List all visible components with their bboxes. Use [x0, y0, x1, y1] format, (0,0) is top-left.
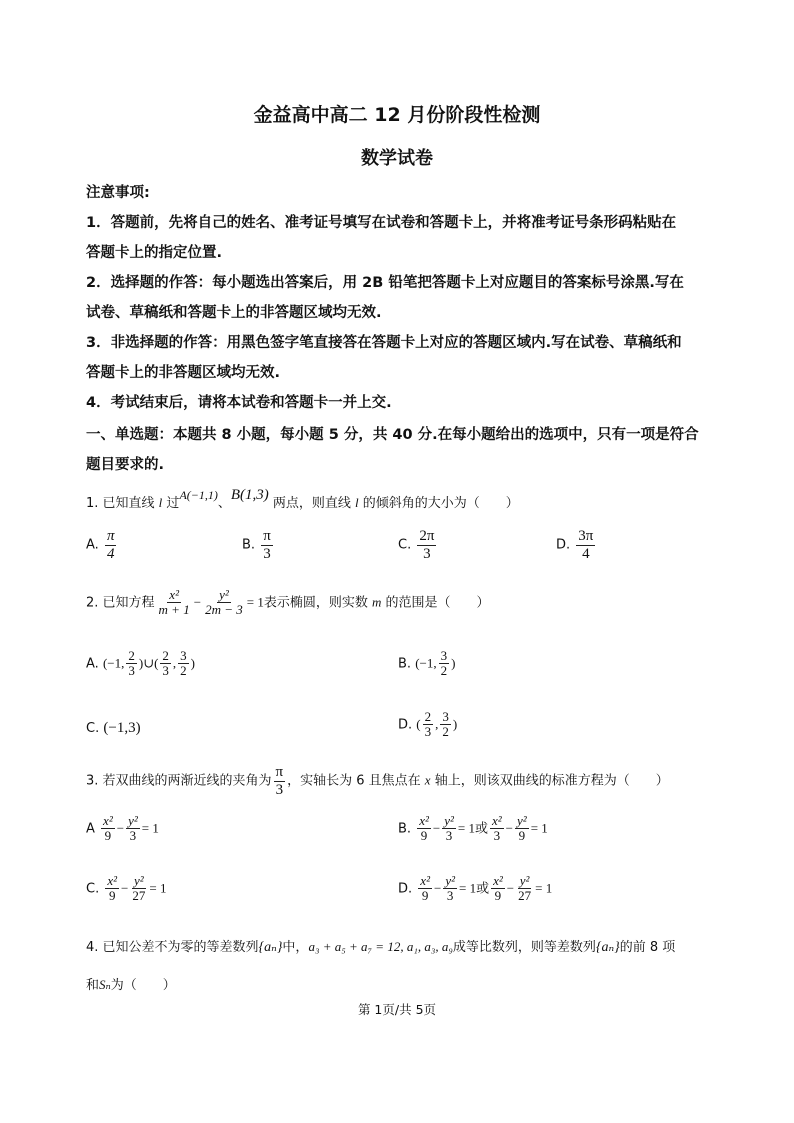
frac-den: 3: [129, 828, 137, 844]
frac-num: y²: [519, 873, 530, 888]
frac-num: π: [106, 528, 115, 544]
note-2b: 试卷、草稿纸和答题卡上的非答题区域均无效.: [86, 305, 382, 321]
frac-num: x²: [103, 813, 113, 828]
frac-den: 3: [263, 545, 271, 562]
frac-num: 3π: [578, 528, 594, 544]
minus: −: [193, 594, 202, 610]
union: )∪(: [138, 655, 159, 671]
exam-subtitle: 数学试卷: [361, 148, 433, 169]
fraction: [443, 874, 457, 904]
q4-text-line2-end: 为（ ）: [110, 978, 176, 993]
q4-sequence: {aₙ}: [258, 940, 283, 955]
fraction: [203, 588, 245, 618]
option-label: D.: [398, 881, 413, 897]
question-4-cont: [86, 974, 176, 993]
fraction: [418, 874, 432, 904]
fraction: [491, 874, 505, 904]
frac-den: 9: [420, 828, 428, 844]
option-label: D.: [398, 717, 413, 733]
frac-num: x²: [169, 587, 179, 602]
q2-option-b[interactable]: [398, 649, 455, 679]
page-footer: 第 1页/共 5页: [357, 1002, 437, 1017]
interval-open: (−1,: [102, 655, 125, 671]
or-text: 或: [474, 821, 488, 837]
comma: ,: [435, 716, 439, 732]
fraction: [105, 874, 119, 904]
question-1: [86, 487, 519, 512]
interval: (−1,3): [103, 720, 141, 736]
frac-num: y²: [134, 873, 144, 888]
fraction: [274, 764, 286, 798]
q2-text-end: 的范围是（ ）: [381, 595, 490, 611]
note-1a: 1．答题前，先将自己的姓名、准考证号填写在试卷和答题卡上，并将准考证号条形码粘贴在: [86, 215, 677, 231]
q1-l: l: [158, 495, 163, 510]
fraction: [490, 814, 504, 844]
frac-den: 4: [106, 545, 115, 562]
q3-x: x: [424, 772, 431, 788]
frac-den: 3: [162, 663, 169, 679]
q4-text: 4. 已知公差不为零的等差数列: [86, 940, 259, 955]
frac-den: 9: [104, 828, 112, 844]
fraction: [157, 588, 192, 618]
q4-text-mid2: 成等比数列，则等差数列: [452, 940, 596, 955]
frac-den: 9: [108, 888, 116, 904]
note-1b: 答题卡上的指定位置.: [86, 245, 223, 261]
question-4: [86, 936, 675, 956]
frac-num: x²: [493, 873, 503, 888]
frac-num: y²: [517, 813, 527, 828]
frac-num: x²: [492, 813, 502, 828]
interval-close: ): [190, 655, 196, 671]
section-1-heading-cont: 题目要求的.: [86, 457, 165, 473]
frac-num: y²: [445, 873, 455, 888]
interval-close: ): [451, 655, 456, 671]
fraction: [442, 814, 456, 844]
frac-den: 3: [275, 781, 284, 798]
equals: = 1: [458, 880, 477, 896]
q2-option-d[interactable]: [398, 710, 457, 740]
frac-den: 2: [180, 663, 187, 679]
question-2: [86, 588, 490, 618]
q3-text: 3. 若双曲线的两渐近线的夹角为: [86, 773, 272, 789]
minus: −: [116, 820, 125, 836]
interval-open: (: [416, 716, 421, 732]
fraction: [423, 710, 434, 740]
q2-option-a[interactable]: [86, 649, 195, 679]
fraction: [439, 649, 450, 679]
note-3a: 3．非选择题的作答：用黑色签字笔直接答在答题卡上对应的答题区域内.写在试卷、草稿纸和: [86, 335, 682, 351]
frac-den: 2: [440, 663, 448, 679]
frac-num: y²: [444, 813, 454, 828]
q4-text-line2: 和: [86, 978, 100, 993]
fraction: [417, 814, 431, 844]
interval-close: ): [452, 716, 458, 732]
minus: −: [121, 880, 129, 896]
option-label: A: [86, 821, 95, 837]
option-label: D.: [556, 537, 571, 553]
frac-den: m + 1: [158, 602, 190, 618]
option-label: C.: [86, 881, 100, 897]
note-2a: 2．选择题的作答：每小题选出答案后，用 2B 铅笔把答题卡上对应题目的答案标号涂黑.写在: [86, 275, 684, 291]
comma: ,: [172, 655, 177, 671]
q1-text-post: 两点，则直线: [268, 496, 356, 511]
frac-num: x²: [420, 873, 430, 888]
q3-option-a[interactable]: [86, 814, 159, 844]
q1-point-a: A(−1,1): [179, 488, 218, 502]
frac-den: 2: [442, 724, 449, 740]
q3-option-d[interactable]: [398, 874, 552, 904]
q4-expression: a₃ + a₅ + a₇ = 12, a₁, a₃, a₉: [308, 939, 453, 954]
frac-den: 9: [421, 888, 429, 904]
frac-num: 3: [440, 648, 448, 663]
frac-num: 2π: [419, 528, 435, 544]
fraction: [515, 814, 529, 844]
frac-num: 2: [162, 648, 169, 663]
q1-option-a[interactable]: [86, 528, 118, 562]
frac-den: 3: [445, 828, 453, 844]
fraction: [178, 649, 189, 679]
q2-m: m: [371, 594, 382, 610]
fraction: [105, 528, 117, 562]
frac-num: y²: [219, 587, 229, 602]
frac-den: 9: [494, 888, 502, 904]
equals: = 1: [246, 594, 264, 610]
frac-den: 4: [582, 545, 590, 562]
frac-den: 3: [128, 663, 135, 679]
q1-point-b: B(1,3): [230, 487, 269, 503]
q2-text-post: 表示椭圆，则实数: [263, 595, 372, 611]
q1-option-b[interactable]: [242, 528, 275, 562]
fraction: [440, 710, 451, 740]
frac-den: 3: [446, 888, 454, 904]
frac-num: x²: [107, 873, 118, 888]
notes-heading: 注意事项:: [86, 185, 150, 201]
option-label: C.: [398, 537, 412, 553]
frac-num: 3: [180, 648, 187, 663]
q1-text-mid: 过: [162, 496, 180, 511]
fraction: [101, 814, 115, 844]
equals: = 1: [535, 880, 553, 896]
fraction: [576, 528, 595, 562]
frac-den: 3: [423, 545, 431, 562]
note-3b: 答题卡上的非答题区域均无效.: [86, 365, 281, 381]
equals: = 1: [530, 820, 548, 836]
frac-num: 3: [442, 709, 449, 724]
q3-option-c[interactable]: [86, 874, 166, 904]
section-1-heading: 一、单选题：本题共 8 小题，每小题 5 分，共 40 分.在每小题给出的选项中，只有一项是符合: [86, 427, 699, 443]
q3-option-b[interactable]: [398, 814, 548, 844]
frac-num: y²: [128, 813, 138, 828]
frac-num: 2: [128, 648, 135, 663]
q2-option-c[interactable]: [86, 720, 141, 737]
frac-den: 3: [493, 828, 501, 844]
fraction: [130, 874, 147, 904]
or-text: 或: [476, 881, 490, 897]
q1-option-c[interactable]: [398, 528, 438, 562]
option-label: C.: [86, 721, 100, 736]
q1-l2: l: [355, 495, 359, 510]
q3-text-post: ，实轴长为 6 且焦点在: [287, 773, 425, 789]
frac-den: 27: [518, 888, 532, 904]
frac-den: 2m − 3: [205, 602, 243, 618]
minus: −: [505, 820, 514, 836]
q4-text-mid: 中，: [282, 940, 309, 955]
fraction: [417, 528, 436, 562]
q1-sep: 、: [217, 496, 231, 511]
minus: −: [432, 820, 441, 836]
fraction: [516, 874, 533, 904]
option-label: B.: [398, 821, 412, 837]
frac-num: π: [275, 764, 284, 780]
equals: = 1: [457, 820, 475, 836]
note-4: 4．考试结束后，请将本试卷和答题卡一并上交.: [86, 395, 392, 411]
option-label: B.: [398, 656, 412, 672]
fraction: [261, 528, 273, 562]
question-3: [86, 764, 669, 798]
q4-text-post: 的前 8 项: [619, 940, 676, 955]
q4-sn: Sₙ: [99, 977, 111, 992]
equals: = 1: [149, 880, 167, 896]
exam-title: 金益高中高二 12 月份阶段性检测: [253, 104, 541, 126]
q4-sequence-2: {aₙ}: [595, 940, 620, 955]
option-label: A.: [86, 537, 99, 553]
equals: = 1: [141, 820, 159, 836]
q3-text-end: 轴上，则该双曲线的标准方程为（ ）: [430, 773, 669, 789]
frac-den: 27: [132, 888, 146, 904]
fraction: [160, 649, 171, 679]
frac-num: π: [263, 528, 271, 544]
q1-option-d[interactable]: [556, 528, 597, 562]
option-label: A.: [86, 656, 99, 672]
fraction: [126, 814, 140, 844]
frac-den: 9: [518, 828, 526, 844]
frac-num: 2: [424, 709, 432, 724]
q2-text: 2. 已知方程: [86, 595, 155, 611]
interval-open: (−1,: [415, 655, 437, 671]
q1-text-end: 的倾斜角的大小为（ ）: [358, 496, 519, 511]
frac-den: 3: [424, 724, 432, 740]
fraction: [126, 649, 137, 679]
frac-num: x²: [419, 813, 429, 828]
option-label: B.: [242, 537, 256, 553]
minus: −: [433, 880, 442, 896]
q1-text: 1. 已知直线: [86, 496, 159, 511]
minus: −: [506, 880, 515, 896]
